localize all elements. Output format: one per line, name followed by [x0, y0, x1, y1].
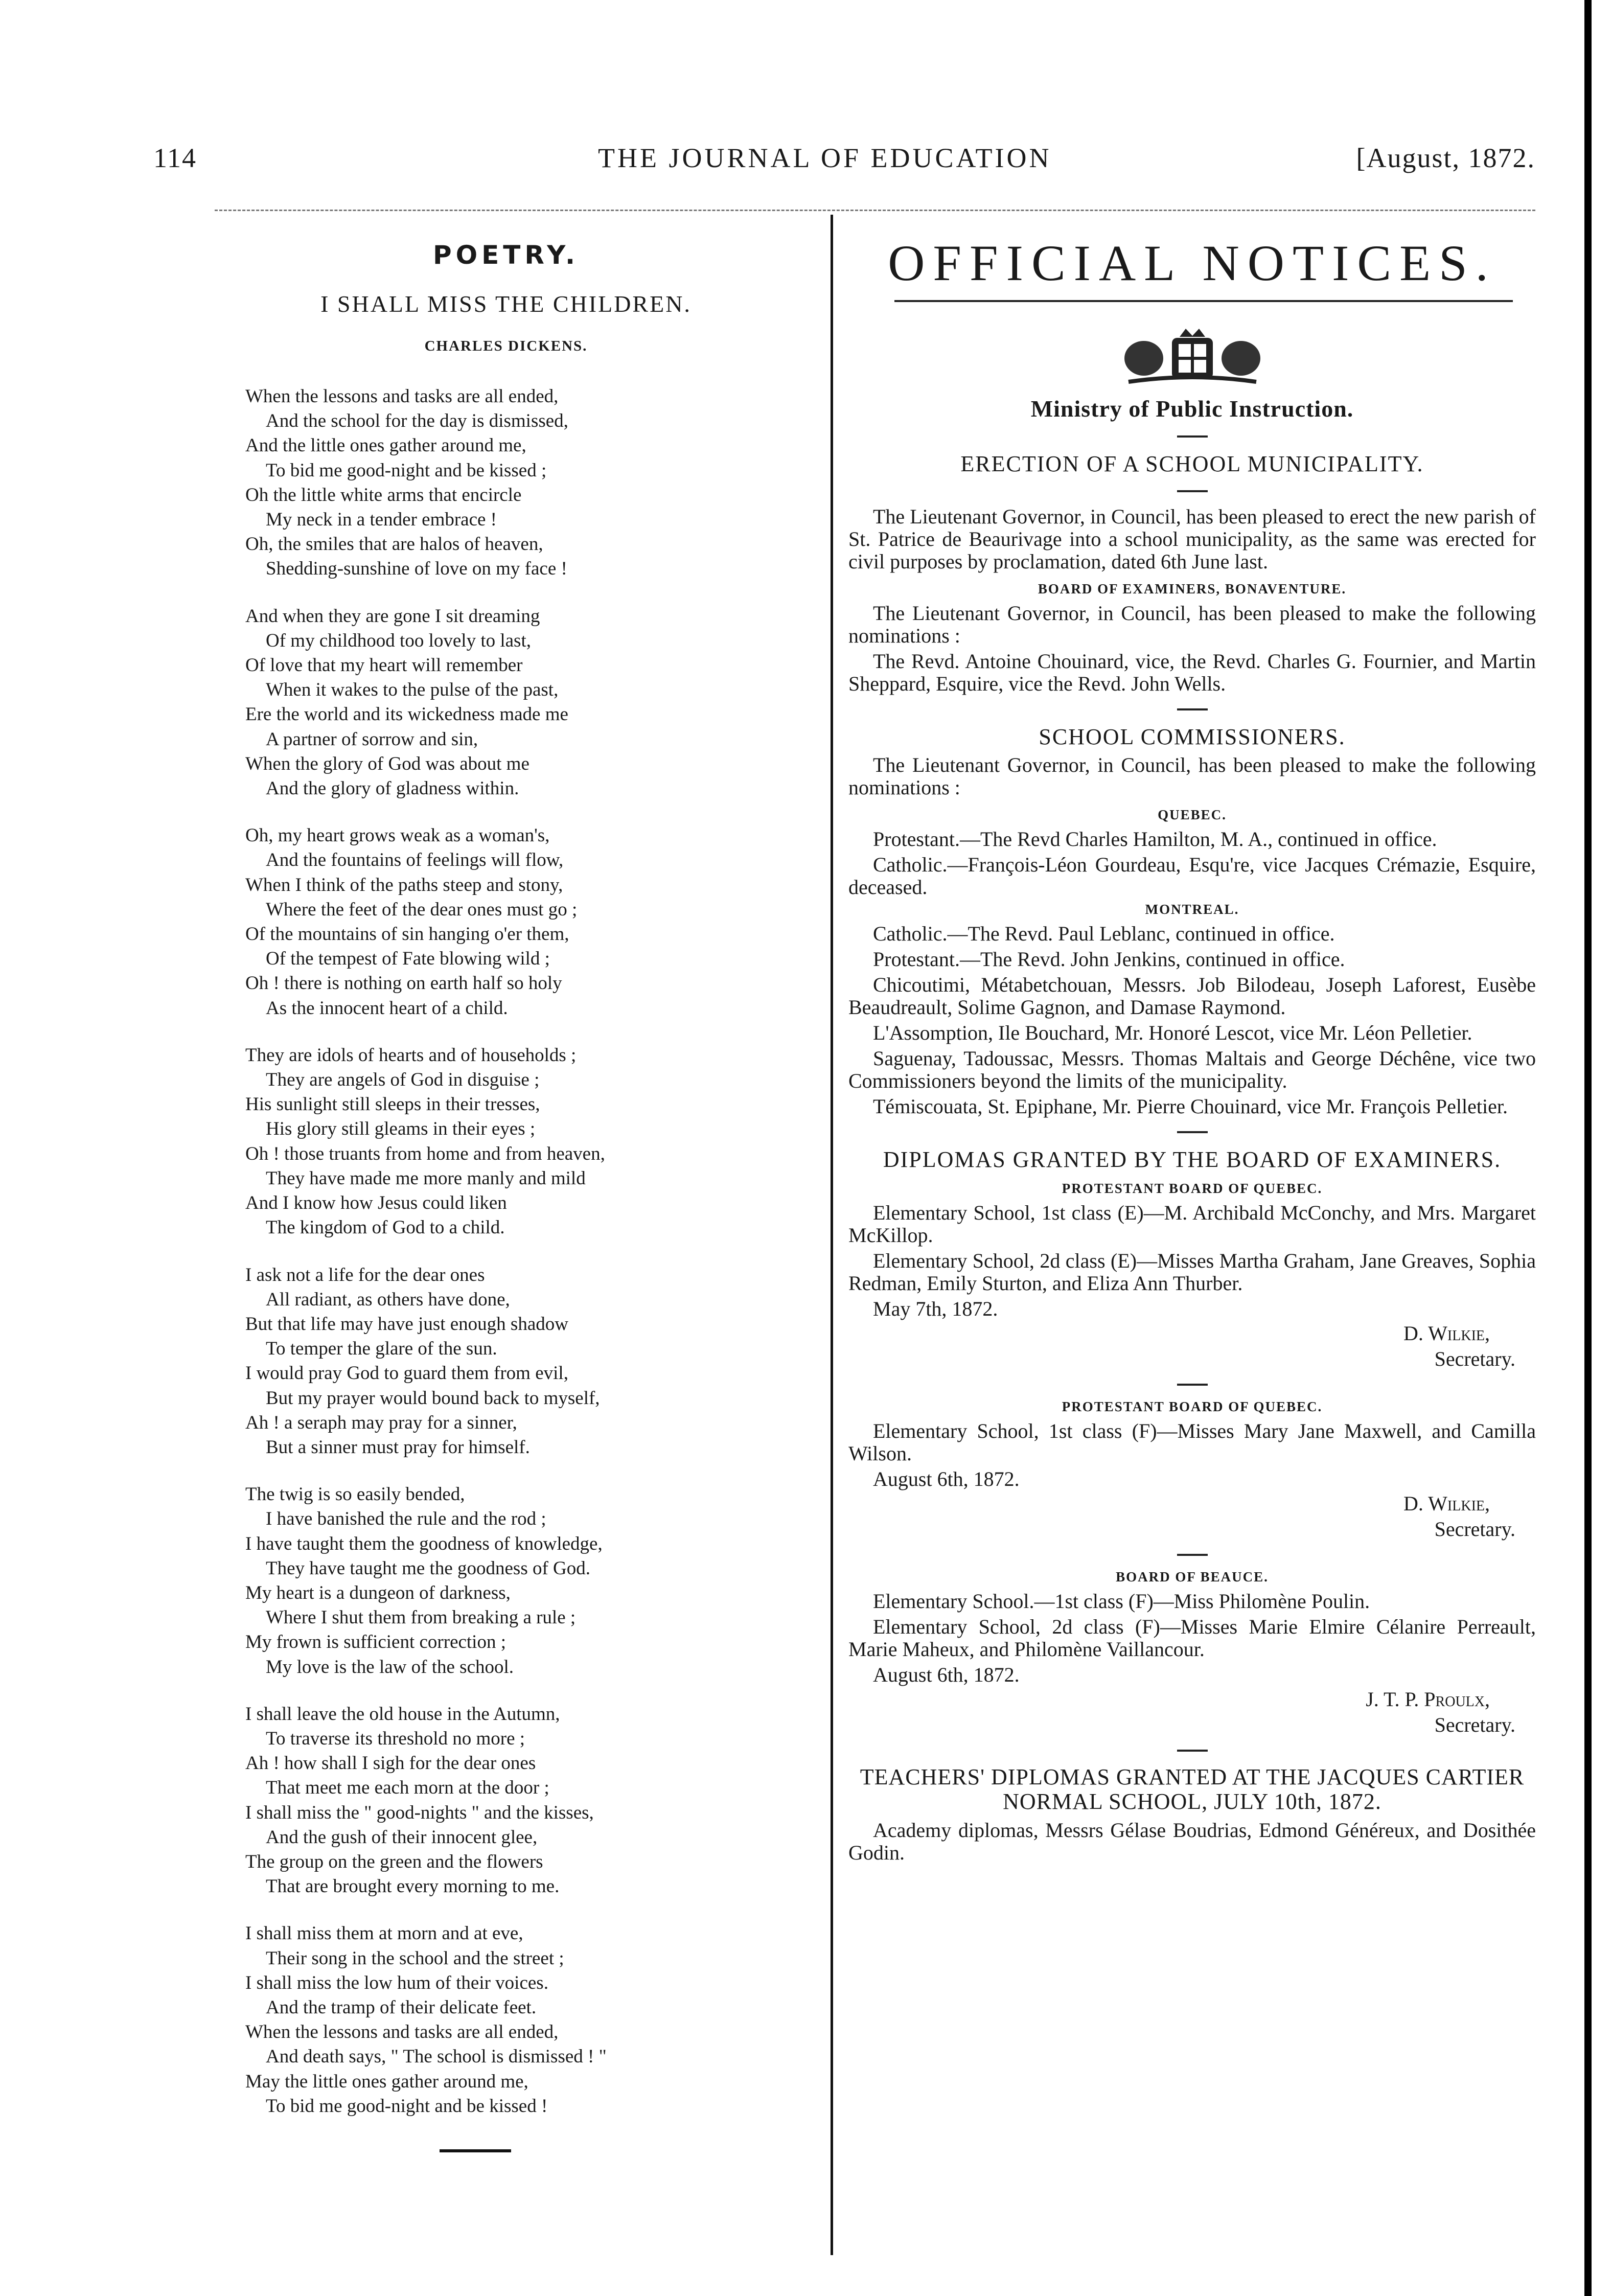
poem-line: That meet me each morn at the door ;	[266, 1777, 549, 1799]
poetry-section-title: POETRY.	[432, 240, 580, 270]
quebec-label: QUEBEC.	[1158, 807, 1227, 822]
poem-line: Oh ! those truants from home and from heaven,	[245, 1143, 605, 1164]
poem-line: My love is the law of the school.	[266, 1656, 514, 1678]
poem-line: They have taught me the goodness of God.	[266, 1557, 591, 1579]
separator-dash	[1177, 1131, 1208, 1133]
board2-label: PROTESTANT BOARD OF QUEBEC.	[1062, 1399, 1323, 1414]
poem-line: Their song in the school and the street ;	[266, 1947, 564, 1969]
board1-date: May 7th, 1872.	[873, 1297, 998, 1320]
board3-signature-name	[848, 1688, 1490, 1711]
poem-line: Oh the little white arms that encircle	[245, 484, 522, 506]
separator-dash	[1177, 708, 1208, 710]
poem-line: I shall miss them at morn and at eve,	[245, 1923, 523, 1944]
poem-line: When I think of the paths steep and stony,	[245, 874, 563, 896]
montreal-label: MONTREAL.	[1145, 902, 1239, 917]
poem-line: Shedding-sunshine of love on my face !	[266, 558, 567, 580]
notices-column	[848, 233, 1536, 1867]
stanza	[245, 384, 767, 582]
board3-label: BOARD OF BEAUCE.	[1116, 1569, 1269, 1585]
poem-line: And the glory of gladness within.	[266, 778, 519, 799]
board2-signature-name	[848, 1493, 1490, 1515]
stanza	[245, 1702, 767, 1899]
poem-line: They are angels of God in disguise ;	[266, 1069, 540, 1091]
diploma-entry: Elementary School, 2d class (E)—Misses Martha Graham, Jane Greaves, Sophia Redman, Emily Sturton, and Eliza Ann Thurber.	[848, 1249, 1536, 1295]
board1-list	[848, 1202, 1536, 1295]
quebec-list	[848, 828, 1536, 899]
diplomas-heading: DIPLOMAS GRANTED BY THE BOARD OF EXAMINERS.	[883, 1147, 1502, 1172]
poem-line: And the fountains of feelings will flow,	[266, 849, 564, 871]
poem-line: That are brought every morning to me.	[266, 1876, 560, 1897]
signature-name: J. T. P. Proulx,	[1366, 1688, 1490, 1711]
poem-line: Of my childhood too lovely to last,	[266, 630, 531, 651]
commissioner-entry: L'Assomption, Ile Bouchard, Mr. Honoré Lescot, vice Mr. Léon Pelletier.	[873, 1021, 1472, 1044]
poem-line: The kingdom of God to a child.	[266, 1217, 505, 1238]
stanza	[245, 1263, 767, 1460]
board3-date: August 6th, 1872.	[873, 1663, 1020, 1686]
stanza	[245, 1482, 767, 1680]
poem-line: I ask not a life for the dear ones	[245, 1264, 485, 1285]
signature-name: D. Wilkie,	[1403, 1492, 1490, 1515]
montreal-list	[848, 923, 1536, 1118]
header-rule	[215, 210, 1535, 211]
board1-signature-title: Secretary.	[1434, 1347, 1515, 1370]
poem-line: Where I shut them from breaking a rule ;	[266, 1607, 576, 1628]
poem-line: They have made me more manly and mild	[266, 1167, 586, 1189]
official-notices-title: OFFICIAL NOTICES.	[888, 235, 1496, 291]
diploma-entry: Elementary School.—1st class (F)—Miss Philomène Poulin.	[873, 1590, 1370, 1613]
poem-line: May the little ones gather around me,	[245, 2071, 528, 2092]
poetry-column	[245, 240, 767, 2152]
poem-line: To bid me good-night and be kissed !	[266, 2095, 548, 2117]
poem-line: But my prayer would bound back to myself,	[266, 1387, 600, 1409]
erection-heading: ERECTION OF A SCHOOL MUNICIPALITY.	[960, 451, 1424, 476]
issue-date: [August, 1872.	[1356, 143, 1535, 173]
board3-signature-title: Secretary.	[1434, 1713, 1515, 1736]
poem-end-rule	[440, 2149, 511, 2152]
poem-author: CHARLES DICKENS.	[424, 338, 588, 354]
teachers-diplomas-heading: TEACHERS' DIPLOMAS GRANTED AT THE JACQUES CARTIER NORMAL SCHOOL, JULY 10th, 1872.	[860, 1764, 1525, 1814]
diploma-entry: Elementary School, 2d class (F)—Misses Marie Elmire Célanire Perreault, Marie Maheux, and Philomène Vaillancour.	[848, 1615, 1536, 1661]
poem-line: All radiant, as others have done,	[266, 1289, 510, 1310]
poem-line: And the tramp of their delicate feet.	[266, 1996, 537, 2018]
board2-date: August 6th, 1872.	[873, 1467, 1020, 1490]
poem-line: Ah ! how shall I sigh for the dear ones	[245, 1753, 536, 1774]
poem-line: His sunlight still sleeps in their tresses,	[245, 1094, 540, 1115]
poem-body	[245, 384, 767, 2119]
board1-label: PROTESTANT BOARD OF QUEBEC.	[1062, 1181, 1323, 1196]
poem-line: To temper the glare of the sun.	[266, 1338, 497, 1360]
page-edge-bar	[1584, 0, 1592, 2296]
separator-dash	[1177, 1384, 1208, 1386]
title-rule	[894, 300, 1513, 302]
commissioner-entry: Protestant.—The Revd. John Jenkins, continued in office.	[873, 948, 1345, 971]
poem-line: And the school for the day is dismissed,	[266, 410, 568, 432]
poem-line: Of the mountains of sin hanging o'er them,	[245, 924, 569, 945]
poem-line: But a sinner must pray for himself.	[266, 1436, 530, 1458]
board1-signature-name	[848, 1322, 1490, 1345]
commissioner-entry: Protestant.—The Revd Charles Hamilton, M. A., continued in office.	[873, 828, 1437, 851]
board2-signature-title: Secretary.	[1434, 1518, 1515, 1541]
poem-line: I have banished the rule and the rod ;	[266, 1508, 546, 1530]
poem-line: And I know how Jesus could liken	[245, 1192, 507, 1214]
stanza	[245, 823, 767, 1021]
poem-line: Where the feet of the dear ones must go ;	[266, 899, 578, 920]
stanza	[245, 604, 767, 801]
poem-line: The twig is so easily bended,	[245, 1484, 465, 1505]
commissioners-intro: The Lieutenant Governor, in Council, has been pleased to make the following nominations :	[848, 753, 1536, 799]
poem-line: When the lessons and tasks are all ended,	[245, 386, 559, 407]
diploma-entry: Elementary School, 1st class (E)—M. Archibald McConchy, and Mrs. Margaret McKillop.	[848, 1201, 1536, 1247]
bonaventure-text-2: The Revd. Antoine Chouinard, vice, the Revd. Charles G. Fournier, and Martin Sheppard, Esquire, vice the Revd. John Wells.	[848, 650, 1536, 695]
column-divider	[831, 215, 833, 2255]
poem-line: To bid me good-night and be kissed ;	[266, 460, 547, 481]
poem-line: But that life may have just enough shadow	[245, 1313, 568, 1335]
commissioner-entry: Catholic.—François-Léon Gourdeau, Esqu're, vice Jacques Crémazie, Esquire, deceased.	[848, 853, 1536, 899]
diploma-entry: Elementary School, 1st class (F)—Misses Mary Jane Maxwell, and Camilla Wilson.	[848, 1419, 1536, 1465]
poem-line: Of love that my heart will remember	[245, 655, 523, 676]
poem-line: Of the tempest of Fate blowing wild ;	[266, 948, 550, 970]
poem-line: My frown is sufficient correction ;	[245, 1632, 506, 1653]
poem-line: As the innocent heart of a child.	[266, 997, 508, 1019]
ministry-heading: Ministry of Public Instruction.	[1030, 396, 1354, 422]
commissioner-entry: Saguenay, Tadoussac, Messrs. Thomas Maltais and George Déchêne, vice two Commissioners beyond the limits of the municipality.	[848, 1047, 1536, 1092]
poem-line: When the lessons and tasks are all ended,	[245, 2022, 559, 2043]
poem-line: And death says, " The school is dismissed ! "	[266, 2046, 607, 2068]
erection-text: The Lieutenant Governor, in Council, has been pleased to erect the new parish of St. Patrice de Beaurivage into a school municipality, as the same was erected for civil purposes by proclamation, dated 6th June last.	[848, 505, 1536, 573]
poem-line: My neck in a tender embrace !	[266, 509, 497, 531]
poem-line: A partner of sorrow and sin,	[266, 728, 478, 750]
stanza	[245, 1921, 767, 2119]
board3-list	[848, 1590, 1536, 1661]
poem-line: I have taught them the goodness of knowledge,	[245, 1533, 603, 1554]
journal-title: THE JOURNAL OF EDUCATION	[598, 143, 1052, 173]
commissioner-entry: Catholic.—The Revd. Paul Leblanc, continued in office.	[873, 922, 1335, 945]
stanza	[245, 1043, 767, 1241]
board2-list	[848, 1420, 1536, 1465]
separator-dash	[1177, 1750, 1208, 1752]
poem-line: My heart is a dungeon of darkness,	[245, 1582, 511, 1603]
poem-line: To traverse its threshold no more ;	[266, 1728, 525, 1749]
poem-line: Ah ! a seraph may pray for a sinner,	[245, 1412, 517, 1433]
signature-name: D. Wilkie,	[1403, 1322, 1490, 1345]
separator-dash	[1177, 435, 1208, 438]
teachers-diplomas-text: Academy diplomas, Messrs Gélase Boudrias, Edmond Généreux, and Dosithée Godin.	[848, 1819, 1536, 1864]
poem-line: When it wakes to the pulse of the past,	[266, 679, 559, 701]
poem-line: I would pray God to guard them from evil,	[245, 1363, 568, 1384]
poem-line: And when they are gone I sit dreaming	[245, 605, 540, 627]
poem-line: And the little ones gather around me,	[245, 435, 526, 456]
poem-title: I SHALL MISS THE CHILDREN.	[320, 291, 692, 317]
coat-of-arms-icon	[1118, 327, 1266, 388]
bonaventure-text-1: The Lieutenant Governor, in Council, has been pleased to make the following nominations :	[848, 602, 1536, 647]
poem-line: I shall leave the old house in the Autumn,	[245, 1703, 560, 1725]
separator-dash	[1177, 490, 1208, 492]
commissioner-entry: Chicoutimi, Métabetchouan, Messrs. Job Bilodeau, Joseph Laforest, Eusèbe Beaudreault, Solime Gagnon, and Damase Raymond.	[848, 973, 1536, 1019]
poem-line: His glory still gleams in their eyes ;	[266, 1118, 536, 1140]
poem-line: Oh, the smiles that are halos of heaven,	[245, 534, 543, 555]
separator-dash	[1177, 1554, 1208, 1556]
poem-line: I shall miss the low hum of their voices.	[245, 1972, 548, 1993]
commissioner-entry: Témiscouata, St. Epiphane, Mr. Pierre Chouinard, vice Mr. François Pelletier.	[873, 1095, 1508, 1118]
poem-line: Ere the world and its wickedness made me	[245, 704, 568, 725]
poem-line: Oh, my heart grows weak as a woman's,	[245, 825, 550, 846]
bonaventure-heading: BOARD OF EXAMINERS, BONAVENTURE.	[1038, 581, 1347, 596]
running-header	[153, 142, 1535, 183]
poem-line: I shall miss the " good-nights " and the kisses,	[245, 1802, 594, 1823]
poem-line: They are idols of hearts and of households ;	[245, 1044, 577, 1066]
poem-line: The group on the green and the flowers	[245, 1851, 543, 1872]
page-number: 114	[153, 143, 197, 173]
poem-line: When the glory of God was about me	[245, 753, 529, 774]
poem-line: And the gush of their innocent glee,	[266, 1826, 538, 1848]
commissioners-heading: SCHOOL COMMISSIONERS.	[1039, 724, 1346, 749]
poem-line: Oh ! there is nothing on earth half so holy	[245, 973, 562, 994]
